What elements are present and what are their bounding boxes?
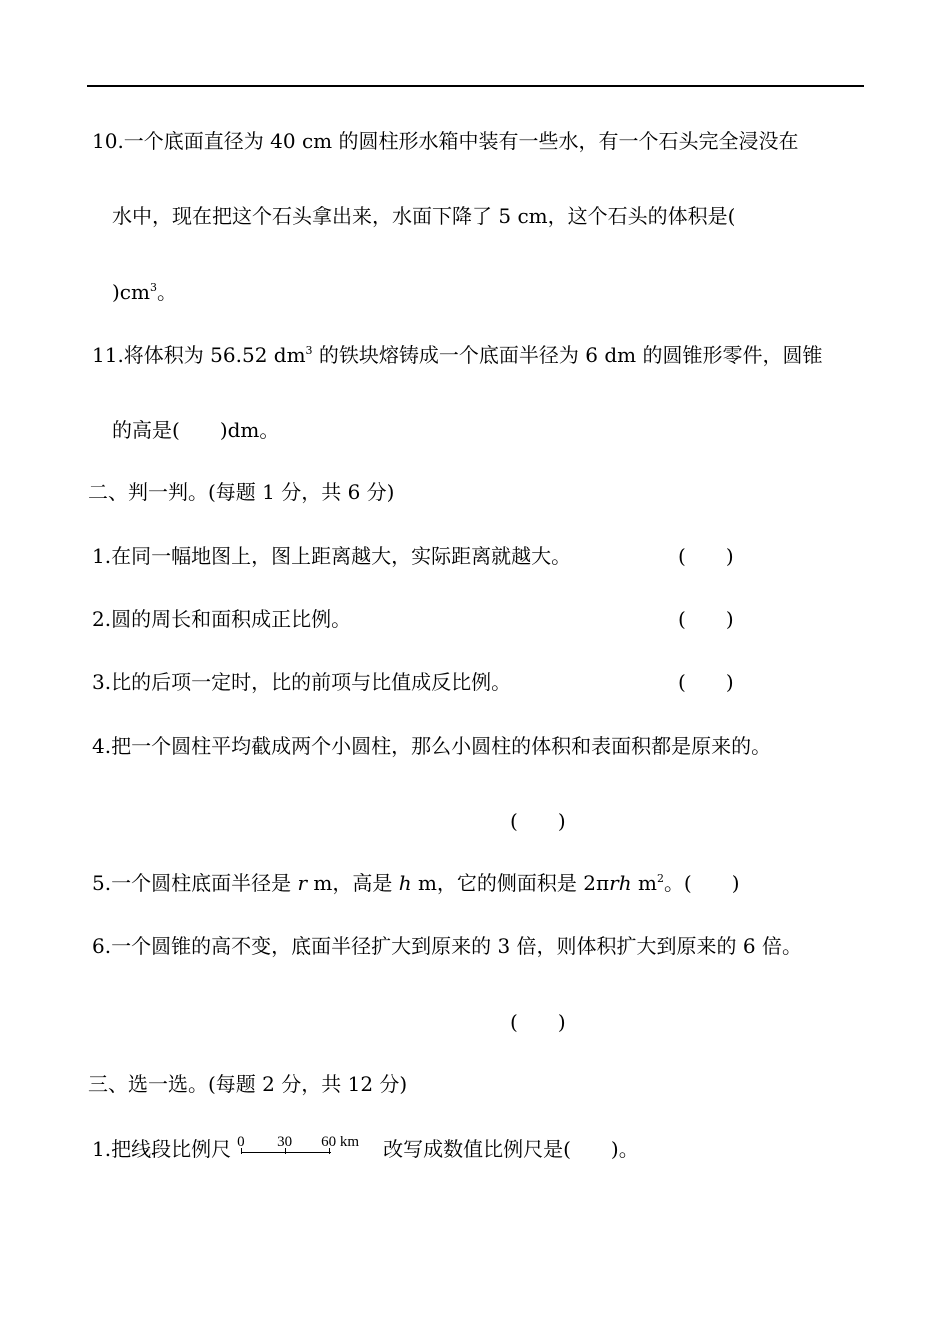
judge-item-5: 5.一个圆柱底面半径是 r m，高是 h m，它的侧面积是 2πrh $m^2$。( ) [92, 871, 740, 895]
scale-label-60km: 60 km [321, 1134, 360, 1150]
section3-title: 三、选一选。(每题 2 分，共 12 分) [88, 1072, 408, 1096]
judge-item-4: 4.把一个圆柱平均截成两个小圆柱，那么小圆柱的体积和表面积都是原来的。 [92, 734, 772, 758]
choice-item-1: 1.把线段比例尺 0 30 60 km 改写成数值比例尺是( )。 [92, 1134, 639, 1164]
q10-line2: 水中，现在把这个石头拿出来，水面下降了 5 cm，这个石头的体积是( [112, 204, 736, 228]
judge-item-3: 3.比的后项一定时，比的前项与比值成反比例。 [92, 670, 512, 694]
judge-item-2: 2.圆的周长和面积成正比例。 [92, 607, 352, 631]
answer-bracket-4[interactable]: ( ) [510, 809, 566, 833]
q10-line1: 10.一个底面直径为 40 cm 的圆柱形水箱中装有一些水，有一个石头完全浸没在 [92, 129, 799, 153]
answer-bracket-6[interactable]: ( ) [510, 1010, 566, 1034]
answer-bracket-3[interactable]: ( ) [678, 670, 734, 694]
q11-line1: 11.将体积为 56.52 $dm^3$ 的铁块熔铸成一个底面半径为 6 dm 的圆锥形零件，圆锥 [92, 343, 823, 367]
line-scale-bar [237, 1134, 377, 1164]
scale-label-0: 0 [237, 1134, 245, 1150]
top-rule [87, 85, 864, 87]
q10-line3: )$cm^3$。 [112, 280, 177, 304]
judge-item-6: 6.一个圆锥的高不变，底面半径扩大到原来的 3 倍，则体积扩大到原来的 6 倍。 [92, 934, 802, 958]
judge-item-1: 1.在同一幅地图上，图上距离越大，实际距离就越大。 [92, 544, 572, 568]
q11-line2: 的高是( )dm。 [112, 418, 280, 442]
answer-bracket-1[interactable]: ( ) [678, 544, 734, 568]
section2-title: 二、判一判。(每题 1 分，共 6 分) [88, 480, 395, 504]
answer-bracket-2[interactable]: ( ) [678, 607, 734, 631]
scale-label-30: 30 [277, 1134, 293, 1150]
